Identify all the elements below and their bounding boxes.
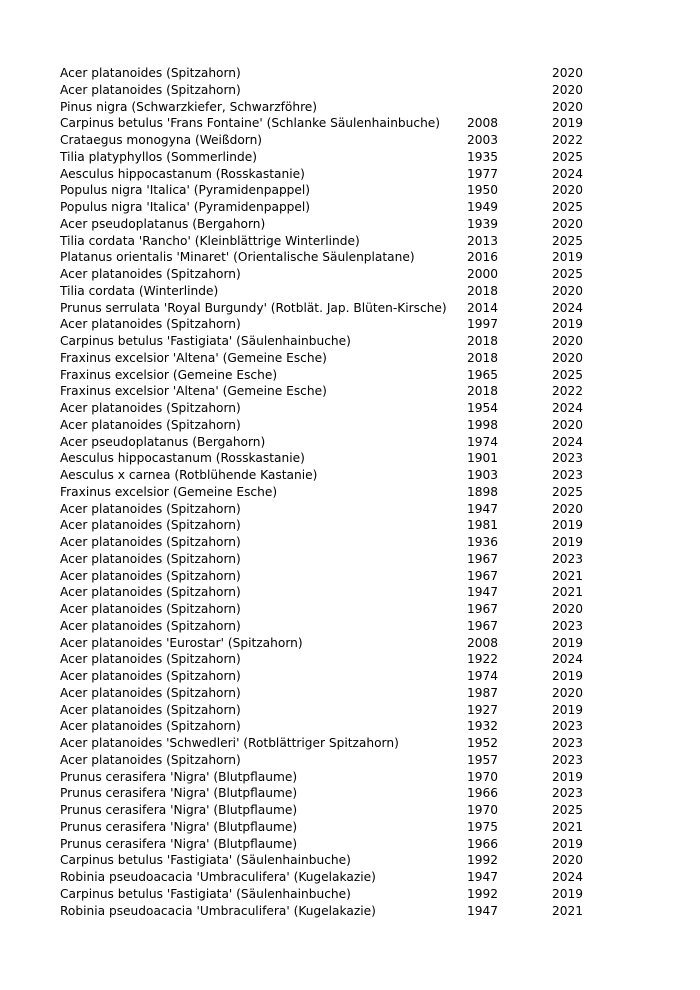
planting-year-cell: 1932 (467, 719, 499, 734)
tree-name-cell: Crataegus monogyna (Weißdorn) (60, 133, 263, 147)
check-year-cell: 2023 (552, 736, 584, 750)
check-year-cell: 2025 (552, 367, 584, 382)
planting-year-cell: 2008 (467, 116, 499, 131)
tree-name-cell: Fraxinus excelsior (Gemeine Esche) (60, 484, 278, 499)
check-year-cell: 2020 (552, 350, 584, 365)
check-year-cell: 2020 (552, 66, 584, 80)
check-year-cell: 2019 (552, 886, 584, 901)
planting-year-cell: 1922 (467, 652, 499, 667)
tree-name-cell: Acer platanoides (Spitzahorn) (60, 518, 241, 533)
planting-year-cell: 1966 (467, 786, 499, 801)
planting-year-cell: 1947 (467, 870, 499, 884)
check-year-cell: 2024 (552, 300, 584, 315)
tree-name-cell: Tilia platyphyllos (Sommerlinde) (60, 149, 257, 164)
tree-name-cell: Prunus cerasifera 'Nigra' (Blutpflaume) (60, 786, 298, 801)
tree-name-cell: Aesculus hippocastanum (Rosskastanie) (60, 451, 305, 466)
table-row (60, 534, 592, 551)
table-row (60, 300, 592, 317)
tree-name-cell: Acer platanoides (Spitzahorn) (60, 752, 241, 767)
check-year-cell: 2024 (552, 166, 584, 181)
planting-year-cell (467, 65, 552, 82)
table-row (60, 735, 592, 752)
tree-name-cell: Acer platanoides (Spitzahorn) (60, 82, 241, 97)
tree-name-cell: Prunus cerasifera 'Nigra' (Blutpflaume) (60, 769, 298, 784)
table-row (60, 651, 592, 668)
table-row (60, 702, 592, 719)
planting-year-cell: 2018 (467, 283, 499, 298)
planting-year-cell: 2018 (467, 384, 499, 399)
planting-year-cell: 1949 (467, 200, 499, 214)
table-row (60, 752, 592, 769)
table-row (60, 216, 592, 233)
table-row (60, 668, 592, 685)
check-year-cell: 2020 (552, 602, 584, 616)
table-row (60, 501, 592, 518)
check-year-cell: 2020 (552, 183, 584, 198)
tree-name-cell: Acer pseudoplatanus (Bergahorn) (60, 216, 266, 231)
planting-year-cell: 1957 (467, 752, 499, 767)
planting-year-cell: 1903 (467, 468, 499, 482)
planting-year-cell (467, 99, 552, 116)
check-year-cell: 2020 (552, 216, 584, 231)
table-row (60, 467, 592, 484)
table-row (60, 635, 592, 652)
planting-year-cell: 1901 (467, 451, 499, 466)
check-year-cell: 2021 (552, 903, 584, 918)
table-row (60, 115, 592, 132)
table-row (60, 367, 592, 384)
check-year-cell: 2023 (552, 618, 584, 633)
table-row (60, 785, 592, 802)
planting-year-cell: 1939 (467, 216, 499, 231)
table-row (60, 618, 592, 635)
planting-year-cell: 1952 (467, 736, 499, 750)
planting-year-cell: 1927 (467, 702, 499, 717)
check-year-cell: 2020 (552, 853, 584, 868)
table-row (60, 65, 592, 82)
table-row (60, 182, 592, 199)
tree-name-cell: Fraxinus excelsior 'Altena' (Gemeine Esche) (60, 384, 327, 399)
check-year-cell: 2020 (552, 99, 584, 114)
tree-name-cell: Acer platanoides 'Schwedleri' (Rotblättriger Spitzahorn) (60, 736, 399, 750)
tree-name-cell: Robinia pseudoacacia 'Umbraculifera' (Kugelakazie) (60, 903, 376, 918)
tree-name-cell: Acer platanoides (Spitzahorn) (60, 618, 241, 633)
table-row (60, 802, 592, 819)
table-row (60, 434, 592, 451)
check-year-cell: 2019 (552, 702, 584, 717)
tree-name-cell: Carpinus betulus 'Fastigiata' (Säulenhainbuche) (60, 853, 351, 868)
tree-name-cell: Acer platanoides (Spitzahorn) (60, 551, 241, 566)
planting-year-cell: 1974 (467, 434, 499, 449)
planting-year-cell: 1947 (467, 585, 499, 600)
table-row (60, 199, 592, 216)
planting-year-cell: 1975 (467, 819, 499, 834)
table-row (60, 601, 592, 618)
planting-year-cell: 2018 (467, 334, 499, 348)
planting-year-cell: 2000 (467, 267, 499, 281)
check-year-cell: 2025 (552, 484, 584, 499)
planting-year-cell: 1967 (467, 551, 499, 566)
tree-table (60, 65, 592, 919)
check-year-cell: 2024 (552, 870, 584, 884)
check-year-cell: 2020 (552, 501, 584, 516)
planting-year-cell: 1970 (467, 769, 499, 784)
tree-name-cell: Robinia pseudoacacia 'Umbraculifera' (Kugelakazie) (60, 870, 376, 884)
check-year-cell: 2023 (552, 786, 584, 801)
tree-name-cell: Pinus nigra (Schwarzkiefer, Schwarzföhre) (60, 99, 318, 114)
check-year-cell: 2019 (552, 836, 584, 851)
tree-name-cell: Acer platanoides (Spitzahorn) (60, 401, 241, 415)
table-row (60, 400, 592, 417)
table-row (60, 417, 592, 434)
check-year-cell: 2020 (552, 283, 584, 298)
planting-year-cell: 1935 (467, 149, 499, 164)
table-row (60, 333, 592, 350)
table-row (60, 903, 592, 920)
table-row (60, 266, 592, 283)
tree-name-cell: Prunus serrulata 'Royal Burgundy' (Rotblät. Jap. Blüten-Kirsche) (60, 300, 447, 315)
planting-year-cell (467, 82, 552, 99)
table-row (60, 383, 592, 400)
table-row (60, 484, 592, 501)
table-row (60, 819, 592, 836)
table-row (60, 836, 592, 853)
planting-year-cell: 2018 (467, 350, 499, 365)
check-year-cell: 2019 (552, 635, 584, 650)
check-year-cell: 2019 (552, 669, 584, 683)
tree-name-cell: Acer platanoides (Spitzahorn) (60, 719, 241, 734)
planting-year-cell: 1898 (467, 484, 499, 499)
tree-name-cell: Prunus cerasifera 'Nigra' (Blutpflaume) (60, 819, 298, 834)
table-row (60, 584, 592, 601)
tree-name-cell: Acer platanoides (Spitzahorn) (60, 585, 241, 600)
table-row (60, 769, 592, 786)
planting-year-cell: 1954 (467, 401, 499, 415)
tree-name-cell: Carpinus betulus 'Fastigiata' (Säulenhainbuche) (60, 334, 351, 348)
check-year-cell: 2023 (552, 551, 584, 566)
planting-year-cell: 1987 (467, 685, 499, 700)
table-row (60, 450, 592, 467)
table-row (60, 249, 592, 266)
check-year-cell: 2020 (552, 417, 584, 432)
planting-year-cell: 1992 (467, 853, 499, 868)
table-row (60, 233, 592, 250)
planting-year-cell: 2003 (467, 133, 499, 147)
check-year-cell: 2022 (552, 384, 584, 399)
check-year-cell: 2019 (552, 518, 584, 533)
check-year-cell: 2025 (552, 233, 584, 248)
tree-name-cell: Aesculus hippocastanum (Rosskastanie) (60, 166, 305, 181)
table-row (60, 99, 592, 116)
planting-year-cell: 2014 (467, 300, 499, 315)
table-row (60, 886, 592, 903)
table-row (60, 82, 592, 99)
check-year-cell: 2024 (552, 434, 584, 449)
tree-name-cell: Acer platanoides (Spitzahorn) (60, 501, 241, 516)
planting-year-cell: 1967 (467, 568, 499, 583)
check-year-cell: 2025 (552, 803, 584, 817)
tree-name-cell: Tilia cordata (Winterlinde) (60, 283, 219, 298)
check-year-cell: 2025 (552, 200, 584, 214)
tree-name-cell: Acer platanoides (Spitzahorn) (60, 417, 241, 432)
tree-name-cell: Tilia cordata 'Rancho' (Kleinblättrige Winterlinde) (60, 233, 360, 248)
tree-name-cell: Aesculus x carnea (Rotblühende Kastanie) (60, 468, 318, 482)
check-year-cell: 2019 (552, 317, 584, 332)
planting-year-cell: 1965 (467, 367, 499, 382)
table-row (60, 517, 592, 534)
planting-year-cell: 1974 (467, 669, 499, 683)
table-row (60, 166, 592, 183)
tree-name-cell: Acer platanoides 'Eurostar' (Spitzahorn) (60, 635, 303, 650)
check-year-cell: 2024 (552, 652, 584, 667)
check-year-cell: 2019 (552, 250, 584, 265)
tree-name-cell: Acer platanoides (Spitzahorn) (60, 602, 241, 616)
planting-year-cell: 1947 (467, 903, 499, 918)
check-year-cell: 2019 (552, 116, 584, 131)
tree-name-cell: Populus nigra 'Italica' (Pyramidenpappel) (60, 183, 311, 198)
tree-name-cell: Acer platanoides (Spitzahorn) (60, 568, 241, 583)
check-year-cell: 2025 (552, 267, 584, 281)
tree-name-cell: Acer platanoides (Spitzahorn) (60, 317, 241, 332)
tree-name-cell: Fraxinus excelsior (Gemeine Esche) (60, 367, 278, 382)
table-row (60, 685, 592, 702)
planting-year-cell: 2013 (467, 233, 499, 248)
tree-name-cell: Acer platanoides (Spitzahorn) (60, 685, 241, 700)
tree-name-cell: Acer platanoides (Spitzahorn) (60, 66, 241, 80)
tree-name-cell: Acer pseudoplatanus (Bergahorn) (60, 434, 266, 449)
planting-year-cell: 1977 (467, 166, 499, 181)
tree-rows (60, 65, 592, 919)
check-year-cell: 2021 (552, 819, 584, 834)
planting-year-cell: 1998 (467, 417, 499, 432)
table-row (60, 316, 592, 333)
check-year-cell: 2021 (552, 568, 584, 583)
check-year-cell: 2024 (552, 401, 584, 415)
table-row (60, 718, 592, 735)
planting-year-cell: 1992 (467, 886, 499, 901)
table-row (60, 149, 592, 166)
planting-year-cell: 1936 (467, 535, 499, 549)
check-year-cell: 2020 (552, 82, 584, 97)
check-year-cell: 2021 (552, 585, 584, 600)
tree-name-cell: Prunus cerasifera 'Nigra' (Blutpflaume) (60, 836, 298, 851)
check-year-cell: 2023 (552, 719, 584, 734)
planting-year-cell: 1947 (467, 501, 499, 516)
table-row (60, 350, 592, 367)
check-year-cell: 2019 (552, 535, 584, 549)
check-year-cell: 2020 (552, 685, 584, 700)
table-row (60, 852, 592, 869)
planting-year-cell: 1981 (467, 518, 499, 533)
tree-name-cell: Acer platanoides (Spitzahorn) (60, 702, 241, 717)
table-row (60, 568, 592, 585)
check-year-cell: 2022 (552, 133, 584, 147)
tree-name-cell: Prunus cerasifera 'Nigra' (Blutpflaume) (60, 803, 298, 817)
planting-year-cell: 1970 (467, 803, 499, 817)
planting-year-cell: 1950 (467, 183, 499, 198)
planting-year-cell: 2008 (467, 635, 499, 650)
table-row (60, 869, 592, 886)
planting-year-cell: 1966 (467, 836, 499, 851)
tree-name-cell: Acer platanoides (Spitzahorn) (60, 652, 241, 667)
table-row (60, 283, 592, 300)
check-year-cell: 2020 (552, 334, 584, 348)
check-year-cell: 2023 (552, 752, 584, 767)
table-row (60, 551, 592, 568)
planting-year-cell: 1967 (467, 602, 499, 616)
tree-name-cell: Carpinus betulus 'Frans Fontaine' (Schlanke Säulenhainbuche) (60, 116, 441, 131)
planting-year-cell: 2016 (467, 250, 499, 265)
check-year-cell: 2025 (552, 149, 584, 164)
check-year-cell: 2023 (552, 468, 584, 482)
check-year-cell: 2019 (552, 769, 584, 784)
tree-name-cell: Acer platanoides (Spitzahorn) (60, 267, 241, 281)
planting-year-cell: 1967 (467, 618, 499, 633)
tree-name-cell: Carpinus betulus 'Fastigiata' (Säulenhainbuche) (60, 886, 351, 901)
tree-name-cell: Acer platanoides (Spitzahorn) (60, 669, 241, 683)
tree-name-cell: Acer platanoides (Spitzahorn) (60, 535, 241, 549)
tree-name-cell: Platanus orientalis 'Minaret' (Orientalische Säulenplatane) (60, 250, 415, 265)
planting-year-cell: 1997 (467, 317, 499, 332)
table-row (60, 132, 592, 149)
tree-name-cell: Populus nigra 'Italica' (Pyramidenpappel) (60, 200, 311, 214)
tree-name-cell: Fraxinus excelsior 'Altena' (Gemeine Esche) (60, 350, 327, 365)
check-year-cell: 2023 (552, 451, 584, 466)
